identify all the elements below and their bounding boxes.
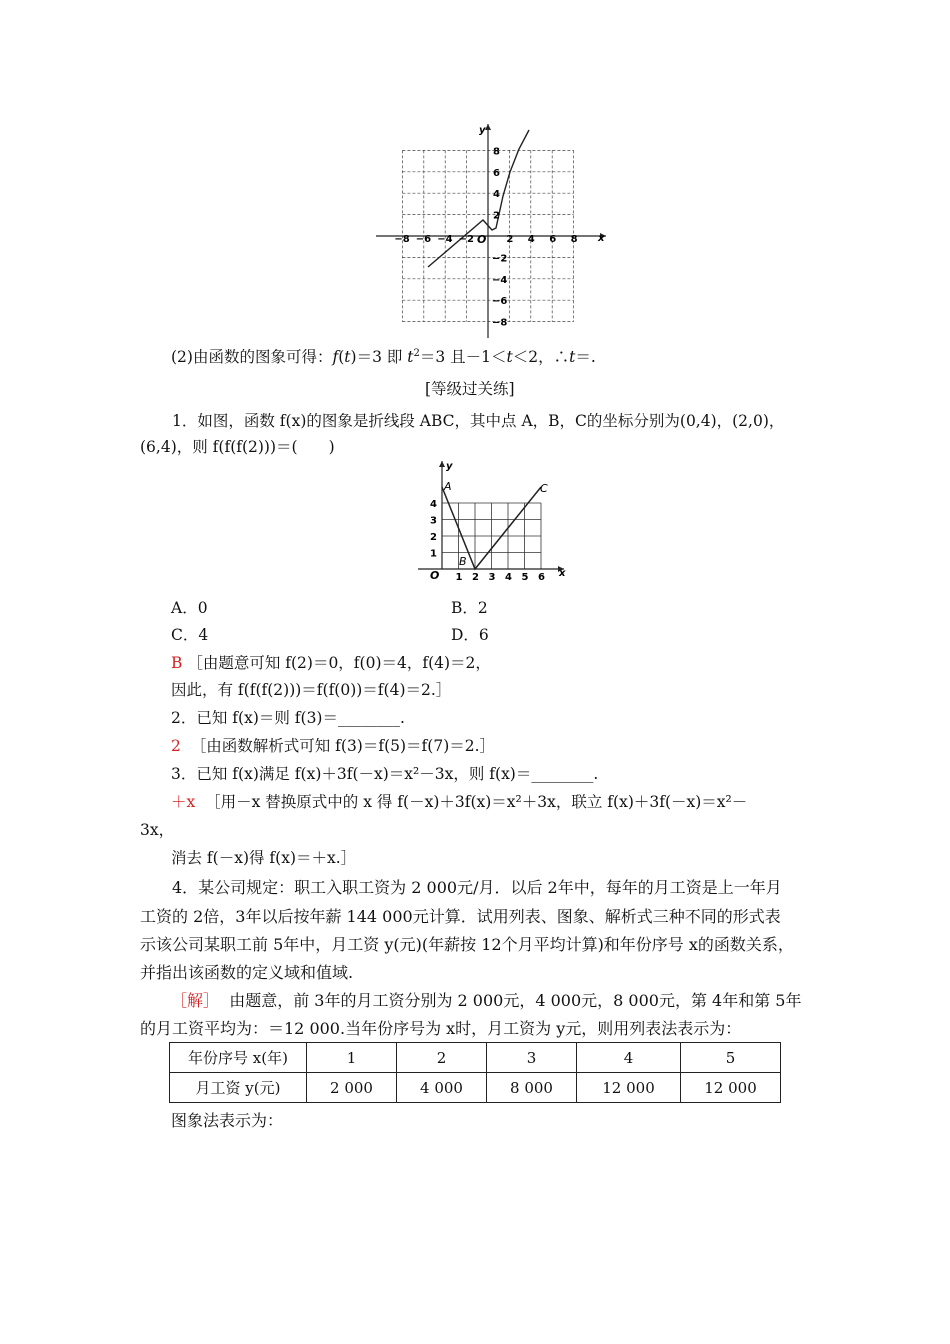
q2-answer-num: 2 [171,737,181,755]
q1-answer-letter: B [171,654,183,672]
graph2-axes [418,461,564,572]
q1-answer-text: ［由题意可知 f(2)＝0，f(0)＝4，f(4)＝2， [187,654,491,672]
table-cell: 12 000 [681,1073,781,1103]
q3-answer-head: ＋x [171,793,196,811]
q1-line1: 1．如图，函数 f(x)的图象是折线段 ABC，其中点 A，B，C的坐标分别为(0,4)，(2,0)， [172,412,785,430]
function-graph-1 [370,122,615,340]
table-header-year: 年份序号 x(年) [170,1043,307,1073]
graph2-x-tick-label: 3 [488,572,496,583]
graph1-x-tick-label: −4 [437,234,453,245]
q4-line1: 4．某公司规定：职工入职工资为 2 000元/月．以后 2年中，每年的月工资是上一年月 [172,878,782,897]
q2-answer-text: ［由函数解析式可知 f(3)＝f(5)＝f(7)＝2.］ [190,737,496,755]
part2-mid: ＝3 且－1＜ [419,348,507,366]
graph2-x-ticks [456,572,546,583]
table-row [170,1043,781,1073]
graph1-y-tick-label: −4 [492,274,508,286]
graph1-x-tick-label: −6 [415,234,432,245]
q1-option-b: B．2 [451,599,488,617]
q2-question: 2．已知 f(x)＝则 f(3)＝________. [171,709,405,727]
table-cell: 12 000 [577,1073,681,1103]
table-row [170,1073,781,1103]
graph1-x-tick-label: −2 [458,234,474,245]
part2-t2: t [407,348,414,366]
q3-answer-line2: 3x， [140,821,175,839]
graph2-x-label: x [559,568,566,579]
graph1-y-tick-label: −6 [492,296,508,308]
table-cell: 4 000 [397,1073,487,1103]
q4-line4: 并指出该函数的定义域和值域. [140,963,354,982]
graph2-x-tick-label: 5 [521,572,529,583]
graph2-y-ticks [430,499,437,560]
part2-prefix: (2)由函数的图象可得： [171,348,333,366]
graph-method-label: 图象法表示为： [171,1111,284,1130]
table-cell: 2 [397,1043,487,1073]
part2-t1: t [344,348,351,366]
graph2-grid [442,503,541,569]
graph2-x-tick-label: 4 [505,572,512,583]
graph2-y-tick-label: 1 [430,548,437,560]
part2-line [171,345,596,367]
graph2-y-tick-label: 4 [430,499,437,510]
section-title: [等级过关练] [425,380,515,398]
graph1-x-tick-label: 2 [506,234,514,245]
graph2-x-tick-label: 2 [472,572,479,583]
graph1-y-ticks [492,146,507,328]
q4-line2: 工资的 2倍，3年以后按年薪 144 000元计算．试用列表、图象、解析式三种不同的形式表 [140,907,781,926]
graph2-point-a: A [444,480,452,493]
table-cell: 1 [307,1043,397,1073]
q1-option-c: C．4 [171,626,209,644]
graph1-y-tick-label: 2 [493,210,500,222]
graph1-y-label: y [479,125,486,136]
graph1-y-tick-label: −2 [492,253,508,265]
graph2-y-label: y [446,461,453,472]
table-cell: 4 [577,1043,681,1073]
table-cell: 5 [681,1043,781,1073]
graph1-y-tick-label: 8 [493,146,500,158]
part2-t3: t [506,348,513,366]
graph1-x-label: x [598,233,605,244]
graph2-point-b: B [459,555,467,568]
graph2-origin: O [430,569,440,582]
q1-option-d: D．6 [451,626,489,644]
part2-eq2: )＝3 即 [350,348,408,366]
q3-answer-line1 [171,790,747,812]
q3-answer-line3: 消去 f(－x)得 f(x)＝＋x.］ [171,849,357,867]
graph2-y-tick-label: 2 [430,532,437,543]
graph1-y-tick-label: 6 [493,167,500,179]
graph1-y-tick-label: 4 [493,189,500,201]
q1-answer-line2: 因此，有 f(f(f(2)))＝f(f(0))＝f(4)＝2.］ [171,681,452,699]
graph2-y-tick-label: 3 [430,515,437,527]
part2-end: ＝. [575,348,596,366]
q1-line2: (6,4)，则 f(f(f(2)))＝( ) [140,438,335,456]
graph1-x-tick-label: 8 [570,234,578,245]
solution-line2: 的月工资平均为：＝12 000.当年份序号为 x时，月工资为 y元，则用列表法表示为： [140,1019,742,1038]
part2-lt: ＜2，∴ [512,348,570,366]
part2-eq: ( [338,348,345,366]
graph1-x-tick-label: 4 [527,234,535,245]
solution-line1 [171,988,802,1011]
q3-answer-text: ［用－x 替换原式中的 x 得 f(－x)＋3f(x)＝x²＋3x，联立 f(x)＋3f(－x)＝x²－ [205,793,748,811]
graph1-y-arrow [485,124,491,130]
graph2-point-c: C [540,482,548,495]
part2-t4: t [569,348,576,366]
table-cell: 2 000 [307,1073,397,1103]
graph1-x-tick-label: 6 [549,234,557,245]
graph1-axes [376,124,606,338]
graph2-x-tick-label: 6 [538,572,545,583]
part2-sq: 2 [413,347,420,359]
graph1-x-tick-label: −8 [394,234,410,245]
solution-text: 由题意，前 3年的月工资分别为 2 000元，4 000元，8 000元，第 4年和第 5年 [229,991,802,1010]
q1-answer-line1 [171,651,491,673]
table-cell: 8 000 [487,1073,577,1103]
graph1-origin: O [477,233,487,246]
part2-f: f [332,348,339,366]
table-cell: 3 [487,1043,577,1073]
table-header-wage: 月工资 y(元) [170,1073,307,1103]
q4-line3: 示该公司某职工前 5年中，月工资 y(元)(年薪按 12个月平均计算)和年份序号 x的函数关系， [140,935,794,954]
wage-table [169,1042,781,1103]
graph1-y-tick-label: −8 [492,317,508,329]
q1-option-a: A．0 [171,599,208,617]
graph2-x-tick-label: 1 [455,572,463,583]
solution-tag: ［解］ [171,991,220,1010]
function-graph-2 [414,458,574,583]
graph2-y-arrow [439,461,445,467]
q3-question: 3．已知 f(x)满足 f(x)＋3f(－x)＝x²－3x，则 f(x)＝________. [171,765,599,783]
q2-answer [171,734,495,756]
